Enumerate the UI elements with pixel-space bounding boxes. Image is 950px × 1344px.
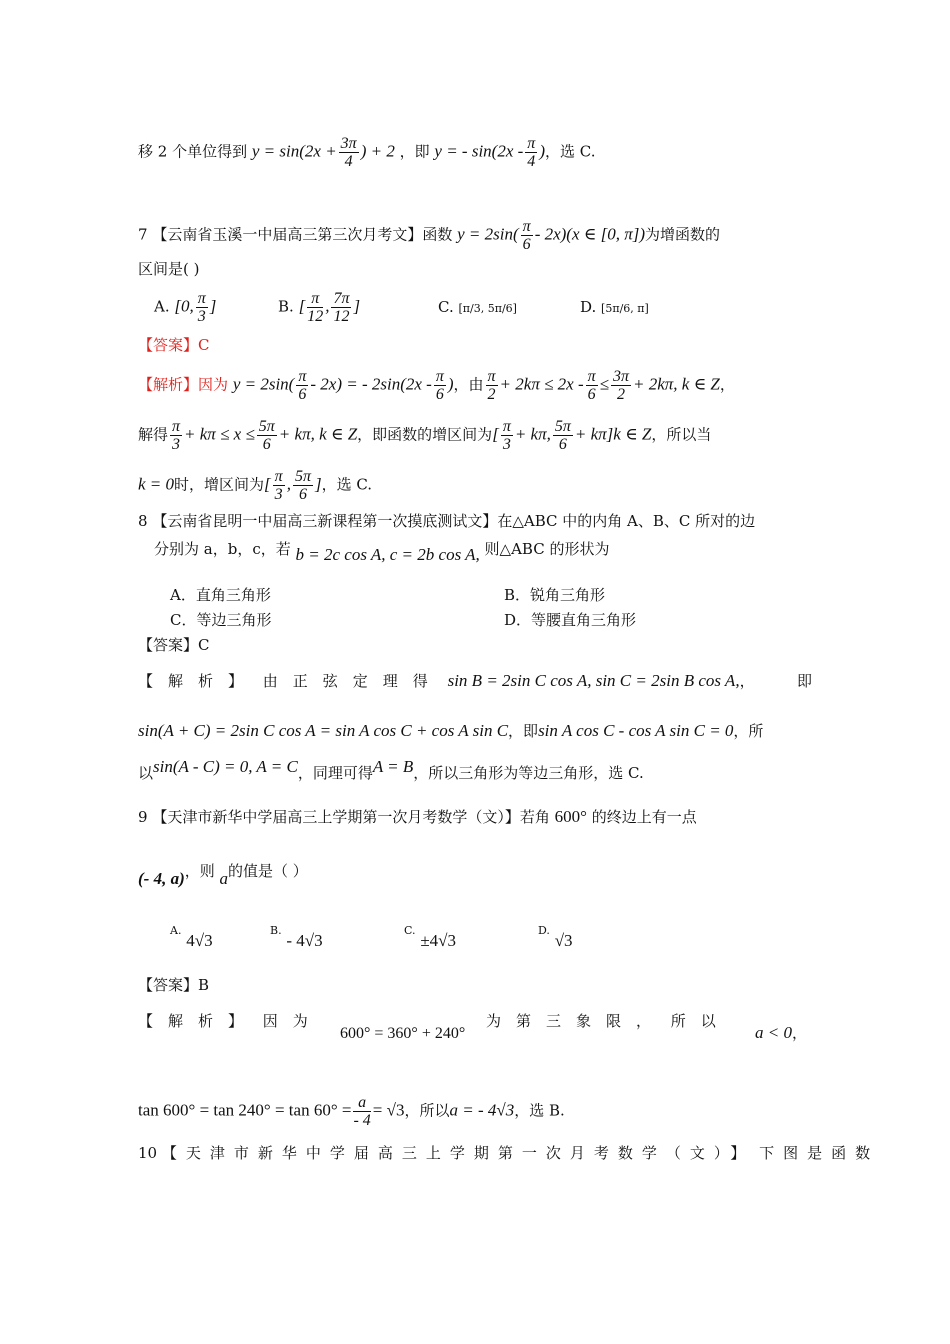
fraction: $\frac{3\pi}{4}$	[340, 135, 357, 170]
option-c: $^{C.}$ ±4√3	[404, 924, 456, 950]
question-8-stem: 8 【云南省昆明一中届高三新课程第一次摸底测试文】在△ABC 中的内角 A、B、C 所对的边	[138, 512, 756, 530]
question-source: 【天津市新华中学届高三上学期第一次月考数学（文）】	[152, 808, 520, 826]
question-7-stem: 7 【云南省玉溪一中届高三第三次月考文】函数 y = 2sin( $\frac{\pi}{6}$ - 2x)(x ∈ [0, π])为增函数的	[138, 218, 721, 253]
fraction: $\frac{\pi}{4}$	[527, 135, 536, 170]
question-source: 【云南省玉溪一中届高三第三次月考文】	[152, 225, 423, 244]
option-b: $^{B.}$ - 4√3	[270, 924, 323, 950]
analysis-9-eq: 600° = 360° + 240°	[340, 1025, 466, 1042]
question-number: 10	[138, 1144, 158, 1162]
analysis-7-line3: k = 0时，增区间为[ $\frac{\pi}{3}$ , $\frac{5\pi}{6}$ ]，选 C.	[138, 468, 373, 503]
option-c: C. [π/3, 5π/6]	[438, 298, 517, 316]
question-7-line2: 区间是( )	[138, 260, 200, 278]
analysis-9-line2: tan 600° = tan 240° = tan 60° = $\frac{a}{- 4}$ = √3，所以a = - 4√3，选 B.	[138, 1094, 565, 1129]
text: 移 2 个单位得到	[138, 142, 248, 161]
question-9-line2: (- 4, a)，则 a的值是（ ）	[138, 862, 308, 888]
answer-8: 【答案】C	[138, 636, 210, 654]
option-c: C．等边三角形	[170, 611, 272, 629]
answer-7: 【答案】C	[138, 336, 210, 354]
analysis-9-line1-end: a < 0，	[755, 1023, 807, 1042]
question-source: 【天津市新华中学届高三上学期第一次月考数学（文）】	[161, 1144, 755, 1162]
continuation-line: 移 2 个单位得到 y = sin(2x + $\frac{3\pi}{4}$ ) + 2 ，即 y = - sin(2x - $\frac{\pi}{4}$ )，选 C.	[138, 135, 596, 170]
answer-9: 【答案】B	[138, 976, 210, 994]
analysis-8-line3: 以sin(A - C) = 0, A = C，同理可得A = B，所以三角形为等边三角形，选 C.	[138, 757, 644, 782]
option-d: $^{D.}$ √3	[538, 924, 573, 950]
analysis-9-line1: 【解析】 因为	[138, 1012, 323, 1030]
analysis-label: 【解析】	[138, 672, 259, 690]
fraction: $\frac{\pi}{6}$	[522, 218, 531, 253]
question-9-stem: 9 【天津市新华中学届高三上学期第一次月考数学（文）】若角 600° 的终边上有一点	[138, 807, 697, 826]
option-b: B. [ $\frac{\pi}{12}$ , $\frac{7\pi}{12}$ ]	[278, 290, 361, 325]
question-number: 8	[138, 512, 148, 530]
option-a: A. [0, $\frac{\pi}{3}$ ]	[154, 290, 217, 325]
analysis-label: 【解析】	[138, 375, 199, 394]
analysis-label: 【解析】	[138, 1012, 259, 1030]
option-a: A．直角三角形	[170, 586, 271, 604]
option-d: D．等腰直角三角形	[504, 611, 637, 629]
equation: y = - sin(2x -	[434, 141, 524, 161]
analysis-8-line2: sin(A + C) = 2sin C cos A = sin A cos C + cos A sin C，即sin A cos C - cos A sin C = 0，所	[138, 721, 764, 740]
analysis-9-line1-mid: 为第三象限， 所以	[486, 1012, 731, 1030]
option-a: $^{A.}$ 4√3	[170, 924, 213, 950]
analysis-7-line2: 解得 $\frac{\pi}{3}$ + kπ ≤ x ≤ $\frac{5\pi}{6}$ + kπ, k ∈ Z，即函数的增区间为[ $\frac{\pi}{3}$ + kπ, $\frac{5\pi}{6}$ + kπ]k ∈ Z，所以当	[138, 418, 712, 453]
analysis-8-line1-end: 即	[797, 672, 813, 690]
question-10-stem: 10 【天津市新华中学届高三上学期第一次月考数学（文）】 下图是函数	[138, 1144, 880, 1162]
option-d: D. [5π/6, π]	[580, 298, 649, 316]
question-number: 9	[138, 808, 148, 826]
analysis-8-line1: 【解析】 由正弦定理得 sin B = 2sin C cos A, sin C = 2sin B cos A,，	[138, 671, 755, 690]
question-8-line2: 分别为 a，b，c，若 b = 2c cos A, c = 2b cos A, 则△ABC 的形状为	[154, 540, 610, 564]
question-source: 【云南省昆明一中届高三新课程第一次摸底测试文】	[152, 512, 498, 530]
option-b: B．锐角三角形	[504, 586, 606, 604]
analysis-7-line1: 【解析】因为 y = 2sin( $\frac{\pi}{6}$ - 2x) = - 2sin(2x - $\frac{\pi}{6}$ )，由 $\frac{\pi}{2}$ + 2kπ ≤ 2x - $\frac{\pi}{6}$ ≤ $\frac{3\pi}{2}$ + 2kπ, k ∈ Z，	[138, 368, 735, 403]
equation: y = sin(2x +	[251, 141, 337, 161]
question-number: 7	[138, 225, 148, 244]
